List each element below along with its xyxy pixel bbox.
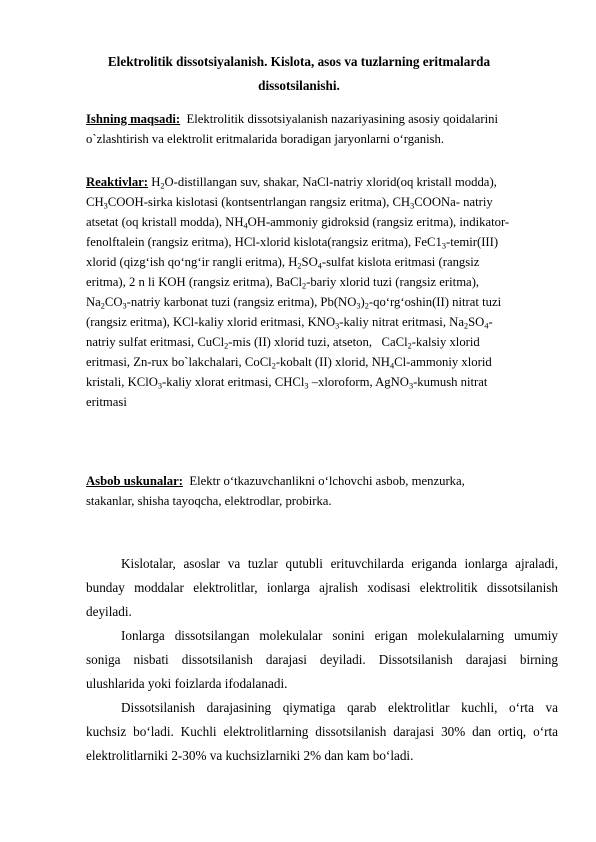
title-line-2: dissotsilanishi. xyxy=(258,78,340,93)
reagents-text: OH-ammoniy gidroksid (rangsiz eritma), indikator- xyxy=(247,215,510,229)
equipment-text-1: Elektr o‘tkazuvchanlikni o‘lchovchi asbob, menzurka, xyxy=(182,474,465,488)
reagents-text: O-distillangan suv, shakar, NaCl-natriy xlorid(oq kristall modda), xyxy=(164,175,497,189)
paragraph-line: Dissotsilanish darajasining qiymatiga qarab elektrolitlar kuchli, o‘rta va xyxy=(121,700,558,715)
subscript: 2 xyxy=(364,301,369,311)
subscript: 2 xyxy=(407,341,412,351)
subscript: 3 xyxy=(103,201,108,211)
subscript: 3 xyxy=(356,301,361,311)
reagents-text: H xyxy=(148,175,161,189)
subscript: 3 xyxy=(408,381,414,391)
reagents-text: -kalsiy xlorid xyxy=(411,335,480,349)
subscript: 3 xyxy=(441,241,446,251)
reagents-text: atsetat (oq kristall modda), NH xyxy=(86,215,244,229)
subscript: 2 xyxy=(297,261,302,271)
subscript: 2 xyxy=(463,321,469,331)
reagents-section xyxy=(86,172,526,412)
reagents-text: COOH-sirka kislotasi (kontsentrlangan rangsiz eritma), CH xyxy=(107,195,411,209)
reagents-text: xlorid (qizg‘ish qo‘ng‘ir rangli eritma), H xyxy=(86,255,298,269)
reagents-text: CO xyxy=(104,295,123,309)
reagents-line xyxy=(86,332,526,352)
reagents-text: eritmasi, Zn-rux bo`lakchalari, CoCl xyxy=(86,355,272,369)
reagents-text: SO xyxy=(468,315,485,329)
body-paragraphs xyxy=(86,552,558,768)
paragraph-line: kuchsiz bo‘ladi. Kuchli elektrolitlarning dissotsilanish darajasi 30% dan ortiq, o‘rta xyxy=(86,724,558,739)
reagents-text: Na xyxy=(86,295,101,309)
reagents-text: eritma), 2 n li KOH (rangsiz eritma), BaCl xyxy=(86,275,302,289)
paragraph xyxy=(86,552,558,624)
reagents-text: -kaliy nitrat eritmasi, Na xyxy=(339,315,464,329)
page-title xyxy=(86,50,512,98)
subscript: 4 xyxy=(389,361,395,371)
reagents-text: -temir(III) xyxy=(445,235,499,249)
subscript: 2 xyxy=(301,281,307,291)
reagents-line xyxy=(86,372,526,392)
subscript: 3 xyxy=(335,321,340,331)
subscript: 3 xyxy=(122,301,127,311)
paragraph-line: ulushlarida yoki foizlarda ifodalanadi. xyxy=(86,676,288,691)
paragraph-line: soniga nisbati dissotsilanish darajasi deyiladi. Dissotsilanish darajasi birning xyxy=(86,652,558,667)
purpose-line-1 xyxy=(86,109,526,129)
subscript: 3 xyxy=(157,381,163,391)
purpose-text-2: o`zlashtirish va elektrolit eritmalarida boradigan jaryonlarni o‘rganish. xyxy=(86,132,445,146)
subscript: 4 xyxy=(484,321,489,331)
reagents-text: COONa- natriy xyxy=(414,195,493,209)
subscript: 2 xyxy=(271,361,276,371)
reagents-text: natriy sulfat eritmasi, CuCl xyxy=(86,335,225,349)
paragraph xyxy=(86,696,558,768)
equipment-line-1 xyxy=(86,471,526,491)
subscript: 4 xyxy=(317,261,322,271)
reagents-line xyxy=(86,292,526,312)
reagents-text: ) xyxy=(360,295,365,309)
reagents-text: (rangsiz eritma), KCl-kaliy xlorid eritmasi, KNO xyxy=(86,315,336,329)
paragraph-line: elektrolitlarniki 2-30% va kuchsizlarniki 2% dan kam bo‘ladi. xyxy=(86,748,414,763)
reagents-text: -kumush nitrat xyxy=(413,375,488,389)
reagents-line xyxy=(86,192,526,212)
reagents-line xyxy=(86,312,526,332)
paragraph-line: Ionlarga dissotsilangan molekulalar sonini erigan molekulalarning umumiy xyxy=(121,628,558,643)
paragraph-line: deyiladi. xyxy=(86,604,132,619)
paragraph xyxy=(86,624,558,696)
subscript: 2 xyxy=(160,181,165,191)
reagents-text: fenolftalein (rangsiz eritma), HCl-xlorid kislota(rangsiz eritma), FeC1 xyxy=(86,235,442,249)
purpose-text-1: Elektrolitik dissotsiyalanish nazariyasining asosiy qoidalarini xyxy=(180,112,498,126)
reagents-list xyxy=(86,172,526,412)
reagents-line xyxy=(86,252,526,272)
reagents-text: CH xyxy=(86,195,104,209)
reagents-text: kristali, KClO xyxy=(86,375,158,389)
reagents-text: -qo‘rg‘oshin(II) nitrat tuzi xyxy=(368,295,502,309)
purpose-section xyxy=(86,109,526,149)
subscript: 4 xyxy=(243,221,248,231)
paragraph-container xyxy=(86,552,558,768)
paragraph-line: bunday moddalar elektrolitlar, ionlarga ajralish xodisasi elektrolitik dissotsilanish xyxy=(86,580,558,595)
reagents-heading: Reaktivlar: xyxy=(86,175,149,189)
reagents-line xyxy=(86,392,526,412)
purpose-heading: Ishning maqsadi: xyxy=(86,112,181,126)
equipment-section xyxy=(86,471,526,511)
reagents-text: SO xyxy=(301,255,318,269)
reagents-text: -natriy karbonat tuzi (rangsiz eritma), Pb(NO xyxy=(126,295,357,309)
subscript: 3 xyxy=(410,201,415,211)
reagents-line xyxy=(86,352,526,372)
reagents-text: –xloroform, AgNO xyxy=(308,375,409,389)
reagents-text: -kobalt (II) xlorid, NH xyxy=(275,355,390,369)
reagents-text: -sulfat kislota eritmasi (rangsiz xyxy=(321,255,480,269)
reagents-line xyxy=(86,232,526,252)
reagents-text: eritmasi xyxy=(86,395,127,409)
reagents-line xyxy=(86,212,526,232)
subscript: 2 xyxy=(224,341,229,351)
subscript: 2 xyxy=(100,301,105,311)
paragraph-line: Kislotalar, asoslar va tuzlar qutubli erituvchilarda eriganda ionlarga ajraladi, xyxy=(121,556,558,571)
subscript: 3 xyxy=(304,381,309,391)
reagents-line xyxy=(86,172,526,192)
equipment-heading: Asbob uskunalar: xyxy=(86,474,183,488)
title-line-1: Elektrolitik dissotsiyalanish. Kislota, asos va tuzlarning eritmalarda xyxy=(107,54,491,69)
equipment-text-2: stakanlar, shisha tayoqcha, elektrodlar, probirka. xyxy=(86,494,332,508)
reagents-text: -bariy xlorid tuzi (rangsiz eritma), xyxy=(306,275,480,289)
reagents-text: -mis (II) xlorid tuzi, atseton, CaCl xyxy=(228,335,408,349)
reagents-text: -kaliy xlorat eritmasi, CHCl xyxy=(162,375,305,389)
reagents-line xyxy=(86,272,526,292)
reagents-text: Cl-ammoniy xlorid xyxy=(394,355,492,369)
reagents-text: - xyxy=(488,315,493,329)
